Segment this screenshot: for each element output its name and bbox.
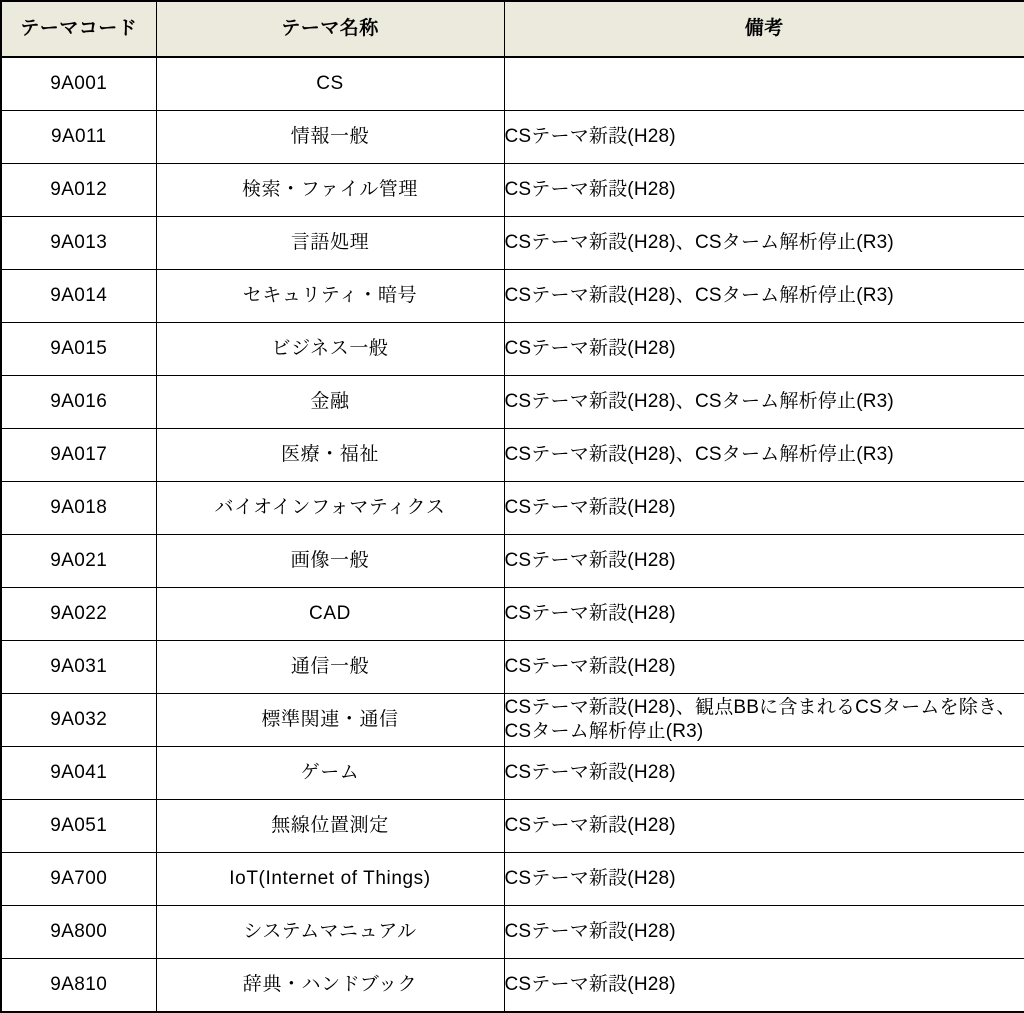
cell-note: CSテーマ新設(H28) xyxy=(504,323,1024,376)
cell-theme-code: 9A021 xyxy=(1,535,156,588)
cell-note: CSテーマ新設(H28)、CSターム解析停止(R3) xyxy=(504,270,1024,323)
cell-theme-name: 金融 xyxy=(156,376,504,429)
cell-theme-code: 9A700 xyxy=(1,853,156,906)
cell-theme-code: 9A012 xyxy=(1,164,156,217)
table-body xyxy=(1,57,1024,1012)
table-header xyxy=(1,1,1024,57)
table-header-row xyxy=(1,1,1024,57)
table-row xyxy=(1,853,1024,906)
table-row xyxy=(1,906,1024,959)
table-row xyxy=(1,959,1024,1013)
cell-theme-code: 9A016 xyxy=(1,376,156,429)
table-row xyxy=(1,57,1024,111)
cell-theme-code: 9A051 xyxy=(1,800,156,853)
cell-note: CSテーマ新設(H28) xyxy=(504,747,1024,800)
table-row xyxy=(1,747,1024,800)
table-row xyxy=(1,376,1024,429)
cell-theme-code: 9A810 xyxy=(1,959,156,1013)
table-row xyxy=(1,323,1024,376)
cell-theme-code: 9A022 xyxy=(1,588,156,641)
cell-theme-name: CAD xyxy=(156,588,504,641)
cell-theme-code: 9A017 xyxy=(1,429,156,482)
cell-note: CSテーマ新設(H28) xyxy=(504,111,1024,164)
cell-note: CSテーマ新設(H28) xyxy=(504,959,1024,1013)
cell-theme-code: 9A015 xyxy=(1,323,156,376)
table-row xyxy=(1,164,1024,217)
cell-note: CSテーマ新設(H28)、CSターム解析停止(R3) xyxy=(504,376,1024,429)
cell-theme-name: IoT(Internet of Things) xyxy=(156,853,504,906)
cell-note: CSテーマ新設(H28)、CSターム解析停止(R3) xyxy=(504,217,1024,270)
cell-theme-name: 言語処理 xyxy=(156,217,504,270)
cell-theme-name: ゲーム xyxy=(156,747,504,800)
cell-theme-name: セキュリティ・暗号 xyxy=(156,270,504,323)
cell-note: CSテーマ新設(H28) xyxy=(504,588,1024,641)
table-row xyxy=(1,800,1024,853)
cell-note: CSテーマ新設(H28) xyxy=(504,482,1024,535)
cell-note: CSテーマ新設(H28) xyxy=(504,800,1024,853)
column-header-name: テーマ名称 xyxy=(156,1,504,57)
table-row xyxy=(1,535,1024,588)
cell-theme-name: システムマニュアル xyxy=(156,906,504,959)
cell-theme-code: 9A800 xyxy=(1,906,156,959)
cell-theme-name: 無線位置測定 xyxy=(156,800,504,853)
table-row xyxy=(1,429,1024,482)
cell-note xyxy=(504,57,1024,111)
cell-note: CSテーマ新設(H28) xyxy=(504,853,1024,906)
cell-theme-code: 9A032 xyxy=(1,694,156,747)
cell-theme-code: 9A001 xyxy=(1,57,156,111)
cell-theme-name: 通信一般 xyxy=(156,641,504,694)
table-row xyxy=(1,588,1024,641)
table-row xyxy=(1,694,1024,747)
cell-theme-name: 情報一般 xyxy=(156,111,504,164)
table-row xyxy=(1,217,1024,270)
cell-note: CSテーマ新設(H28) xyxy=(504,906,1024,959)
table-row xyxy=(1,270,1024,323)
column-header-note: 備考 xyxy=(504,1,1024,57)
table-row xyxy=(1,111,1024,164)
cell-theme-name: 医療・福祉 xyxy=(156,429,504,482)
cell-theme-code: 9A041 xyxy=(1,747,156,800)
cell-theme-name: 検索・ファイル管理 xyxy=(156,164,504,217)
cell-theme-code: 9A014 xyxy=(1,270,156,323)
cell-theme-name: ビジネス一般 xyxy=(156,323,504,376)
cell-theme-name: CS xyxy=(156,57,504,111)
table-row xyxy=(1,482,1024,535)
cell-theme-name: 標準関連・通信 xyxy=(156,694,504,747)
cell-theme-code: 9A013 xyxy=(1,217,156,270)
cell-theme-name: バイオインフォマティクス xyxy=(156,482,504,535)
cell-theme-name: 辞典・ハンドブック xyxy=(156,959,504,1013)
table-row xyxy=(1,641,1024,694)
cell-theme-code: 9A018 xyxy=(1,482,156,535)
cell-note: CSテーマ新設(H28)、CSターム解析停止(R3) xyxy=(504,429,1024,482)
cell-note: CSテーマ新設(H28) xyxy=(504,164,1024,217)
cell-theme-code: 9A031 xyxy=(1,641,156,694)
cell-theme-name: 画像一般 xyxy=(156,535,504,588)
cell-note: CSテーマ新設(H28)、観点BBに含まれるCSタームを除き、CSターム解析停止(R3) xyxy=(504,694,1024,747)
column-header-code: テーマコード xyxy=(1,1,156,57)
cell-note: CSテーマ新設(H28) xyxy=(504,641,1024,694)
cell-theme-code: 9A011 xyxy=(1,111,156,164)
cell-note: CSテーマ新設(H28) xyxy=(504,535,1024,588)
